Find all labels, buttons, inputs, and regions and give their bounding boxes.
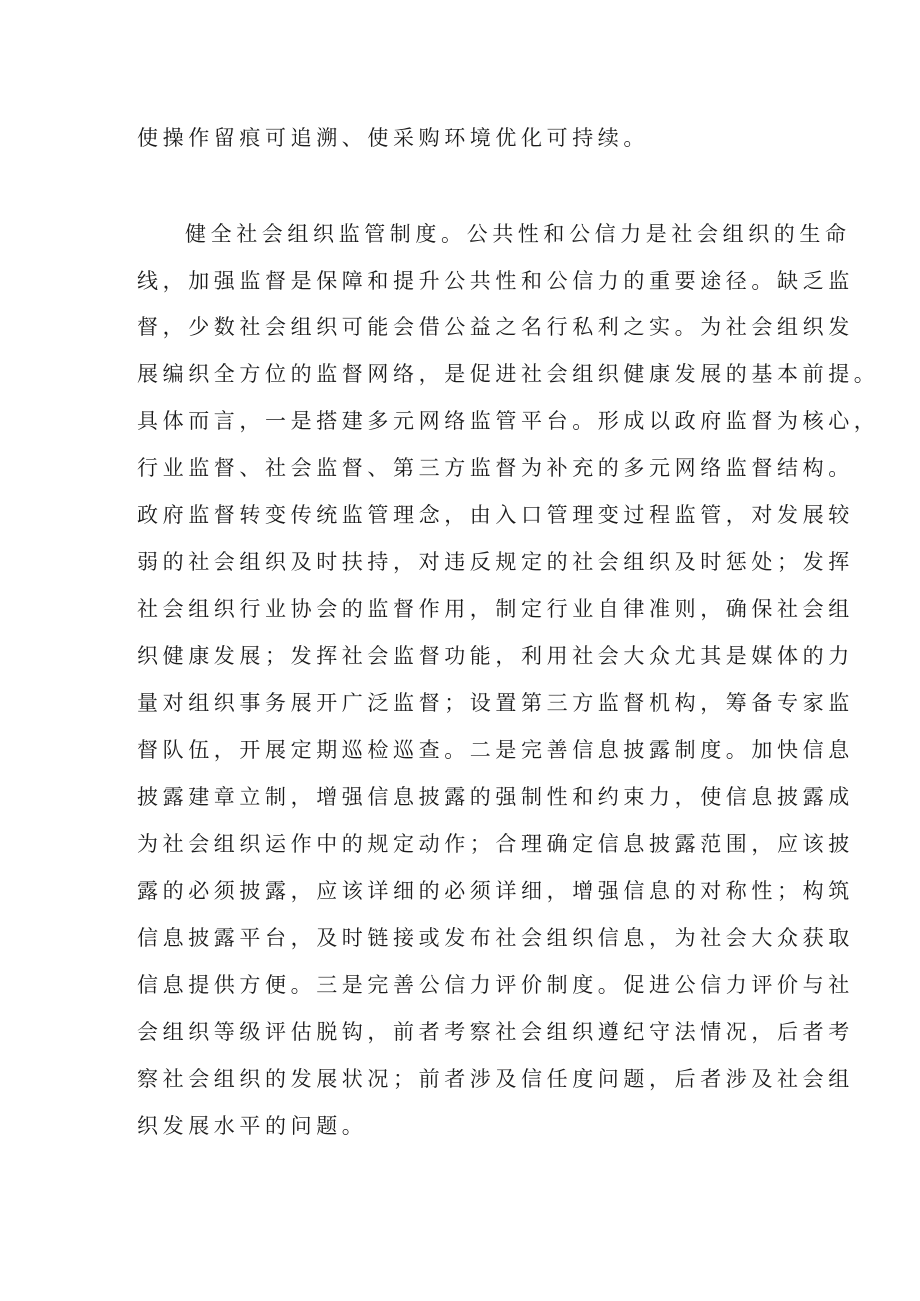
- paragraph-line: 弱的社会组织及时扶持，对违反规定的社会组织及时惩处；发挥: [137, 550, 854, 574]
- paragraph-line: 信息提供方便。三是完善公信力评价制度。促进公信力评价与社: [137, 973, 854, 997]
- paragraph-line: 为社会组织运作中的规定动作；合理确定信息披露范围，应该披: [137, 832, 854, 856]
- paragraph-line: 会组织等级评估脱钩，前者考察社会组织遵纪守法情况，后者考: [137, 1020, 854, 1044]
- paragraph-line: 织发展水平的问题。: [137, 1114, 368, 1138]
- paragraph-line: 督队伍，开展定期巡检巡查。二是完善信息披露制度。加快信息: [137, 738, 854, 762]
- paragraph-line: 展编织全方位的监督网络，是促进社会组织健康发展的基本前提。: [137, 362, 880, 386]
- paragraph-line: 信息披露平台，及时链接或发布社会组织信息，为社会大众获取: [137, 926, 854, 950]
- paragraph-line: 织健康发展；发挥社会监督功能，利用社会大众尤其是媒体的力: [137, 644, 854, 668]
- paragraph-line: 量对组织事务展开广泛监督；设置第三方监督机构，筹备专家监: [137, 691, 854, 715]
- paragraph-line: 具体而言，一是搭建多元网络监管平台。形成以政府监督为核心，: [137, 409, 880, 433]
- paragraph-line: 健全社会组织监管制度。公共性和公信力是社会组织的生命: [185, 222, 851, 246]
- paragraph-line: 线，加强监督是保障和提升公共性和公信力的重要途径。缺乏监: [137, 269, 854, 293]
- paragraph-line: 政府监督转变传统监管理念，由入口管理变过程监管，对发展较: [137, 503, 854, 527]
- paragraph-line: 行业监督、社会监督、第三方监督为补充的多元网络监督结构。: [137, 456, 854, 480]
- paragraph-line: 察社会组织的发展状况；前者涉及信任度问题，后者涉及社会组: [137, 1067, 854, 1091]
- paragraph-line: 社会组织行业协会的监督作用，制定行业自律准则，确保社会组: [137, 597, 854, 621]
- paragraph-line: 露的必须披露，应该详细的必须详细，增强信息的对称性；构筑: [137, 879, 854, 903]
- prev-paragraph-end: 使操作留痕可追溯、使采购环境优化可持续。: [137, 126, 649, 150]
- paragraph-line: 披露建章立制，增强信息披露的强制性和约束力，使信息披露成: [137, 785, 854, 809]
- paragraph-line: 督，少数社会组织可能会借公益之名行私利之实。为社会组织发: [137, 315, 854, 339]
